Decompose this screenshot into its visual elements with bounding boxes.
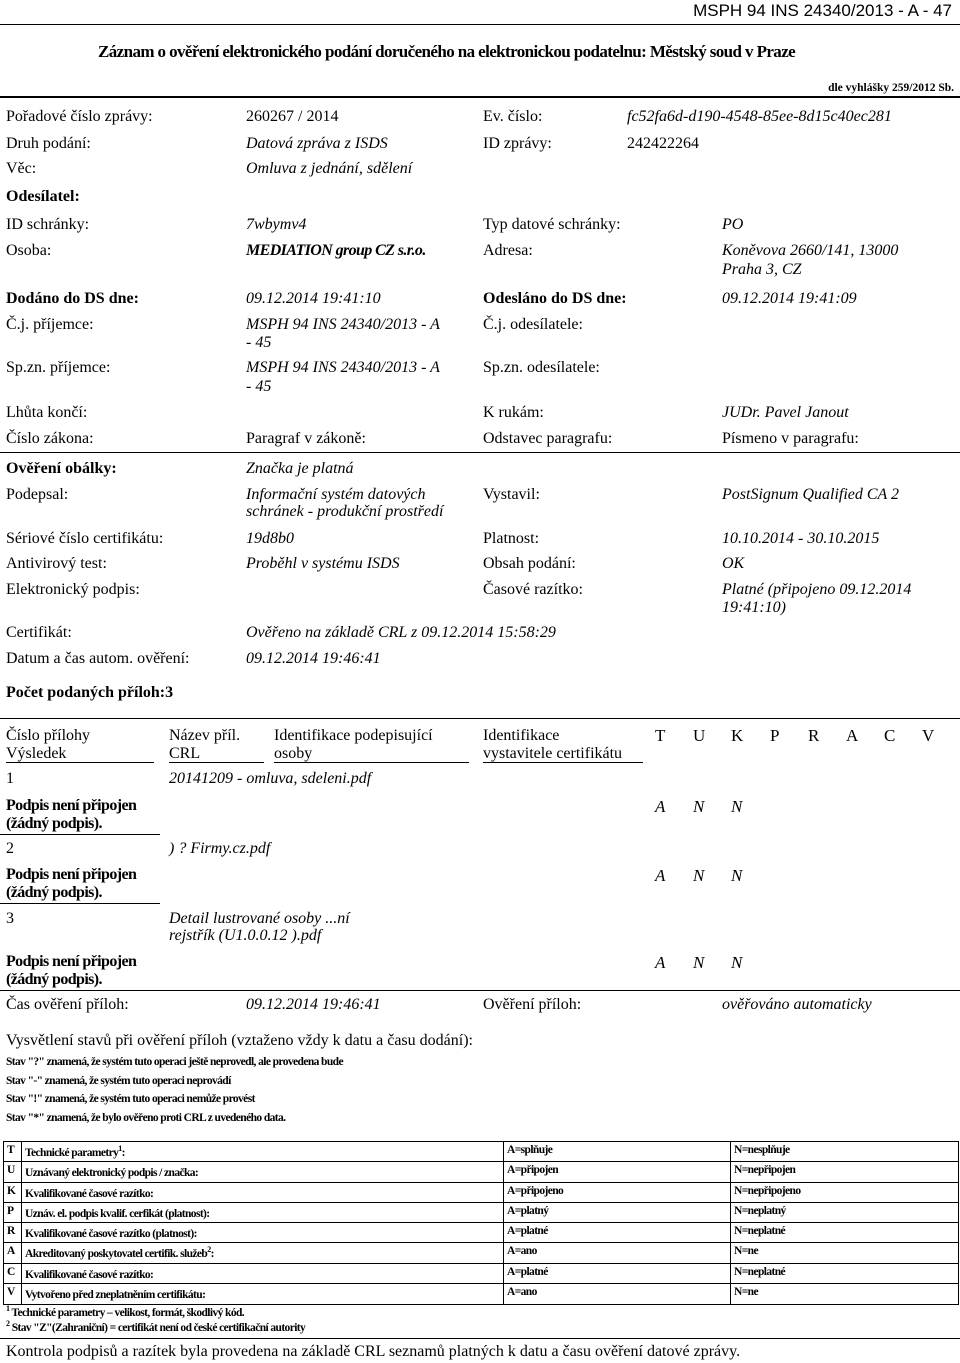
obsah-value: OK [722, 555, 745, 572]
attachment-3-flag-u: N [693, 953, 705, 972]
legend-description [25, 1144, 125, 1159]
legend-description [25, 1286, 205, 1301]
page-title: Záznam o ověření elektronického podání doručeného na elektronickou podatelnu: Městský soud v Praze [98, 42, 796, 61]
legend-description-text: Uznáv. el. podpis kvalif. cerfikát (platnost): [25, 1207, 210, 1220]
flag-header-p: P [770, 726, 780, 745]
spzn-prijemce-line1: MSPH 94 INS 24340/2013 - A [246, 359, 440, 376]
adresa-line1: Koněvova 2660/141, 13000 [722, 242, 899, 259]
col-nazev-header: Název příl. [169, 727, 241, 744]
legend-description-text: Technické parametry [25, 1146, 119, 1159]
cj-odesilatele-label: Č.j. odesílatele: [483, 316, 583, 333]
legend-description [25, 1185, 153, 1200]
attachment-1-name: 20141209 - omluva, sdeleni.pdf [169, 770, 372, 787]
attachment-1-flag-k: N [731, 797, 743, 816]
druh-value: Datová zpráva z ISDS [246, 135, 388, 152]
legend-col-divider-2 [503, 1142, 504, 1304]
decree-note: dle vyhlášky 259/2012 Sb. [828, 82, 954, 94]
overeni-priloh-value: ověřováno automaticky [722, 996, 872, 1013]
adresa-line2: Praha 3, CZ [722, 261, 802, 278]
header-underline-1 [6, 762, 154, 763]
legend-row-divider [3, 1283, 959, 1284]
legend-no: N=nepřipojen [734, 1164, 796, 1177]
legend-footnote-marker: 1 [118, 1144, 122, 1153]
legend-code: U [7, 1164, 15, 1177]
legend-description-text: Kvalifikované časové razítko (platnost): [25, 1227, 197, 1240]
header-underline-4 [483, 762, 643, 763]
title-divider [0, 96, 960, 98]
cas-overeni-label: Čas ověření příloh: [6, 996, 129, 1013]
explain-line-4: Stav "*" znamená, že bylo ověřeno proti CRL z uvedeného data. [6, 1112, 286, 1124]
legend-no: N=nepřipojeno [734, 1184, 801, 1197]
vec-label: Věc: [6, 160, 37, 177]
obalky-value: Značka je platná [246, 460, 354, 477]
overeni-priloh-label: Ověření příloh: [483, 996, 582, 1013]
header-divider [0, 24, 960, 25]
attachment-3-name-line2: rejstřík (U1.0.0.12 ).pdf [169, 927, 322, 944]
legend-description-text: Vytvořeno před zneplatněním certifikátu: [25, 1288, 206, 1301]
vystavil-label: Vystavil: [483, 486, 540, 503]
flag-header-c: C [884, 726, 896, 745]
datum-label: Datum a čas autom. ověření: [6, 650, 190, 667]
razitko-line1: Platné (připojeno 09.12.2014 [722, 581, 912, 598]
legend-row-divider [3, 1242, 959, 1243]
legend-description [25, 1266, 153, 1281]
legend-no: N=neplatné [734, 1265, 786, 1278]
legend-code: K [7, 1184, 16, 1197]
footnote-1-text: Technické parametry – velikost, formát, škodlivý kód. [11, 1306, 245, 1319]
spzn-prijemce-label: Sp.zn. příjemce: [6, 359, 111, 376]
attachment-3-number: 3 [6, 910, 14, 927]
legend-code: R [7, 1225, 15, 1237]
pismeno-label: Písmeno v paragrafu: [722, 430, 859, 447]
footer-note: Kontrola podpisů a razítek byla provedena na základě CRL seznamů platných k datu a času ověření datové zprávy. [6, 1343, 741, 1360]
legend-yes: A=připojen [507, 1164, 559, 1177]
typ-label: Typ datové schránky: [483, 216, 621, 233]
attachment-2-name: ) ? Firmy.cz.pdf [169, 840, 271, 857]
attachment-1-flag-t: A [655, 797, 666, 816]
poradove-value: 260267 / 2014 [246, 108, 339, 125]
cj-prijemce-line2: - 45 [246, 334, 272, 351]
legend-description [25, 1205, 210, 1220]
cj-prijemce-line1: MSPH 94 INS 24340/2013 - A [246, 316, 440, 333]
legend-no: N=ne [734, 1245, 758, 1258]
legend-description [25, 1225, 197, 1240]
flag-header-k: K [731, 726, 744, 745]
legend-description-text: Kvalifikované časové razítko: [25, 1187, 154, 1200]
flag-header-a: A [846, 726, 859, 745]
spzn-prijemce-line2: - 45 [246, 378, 272, 395]
attachment-1-flag-u: N [693, 797, 705, 816]
attachment-1-result-line1: Podpis není připojen [6, 797, 137, 814]
attachment-2-result-line2: (žádný podpis). [6, 884, 102, 901]
header-underline-2 [169, 762, 264, 763]
attachment-2-separator [0, 903, 160, 904]
antivir-label: Antivirový test: [6, 555, 107, 572]
osoba-value: MEDIATION group CZ s.r.o. [246, 242, 426, 259]
col-crl-header: CRL [169, 745, 201, 762]
legend-yes: A=platné [507, 1225, 548, 1237]
explain-title: Vysvětlení stavů při ověření příloh (vztaženo vždy k datu a času dodání): [6, 1032, 473, 1049]
legend-row-divider [3, 1222, 959, 1223]
attachment-3-flag-t: A [655, 953, 666, 972]
legend-code: P [7, 1204, 14, 1217]
attachment-3-flag-k: N [731, 953, 743, 972]
legend-code: C [7, 1265, 15, 1278]
podpis-label: Elektronický podpis: [6, 581, 140, 598]
razitko-label: Časové razítko: [483, 581, 583, 598]
adresa-label: Adresa: [483, 242, 533, 259]
spzn-odesilatele-label: Sp.zn. odesílatele: [483, 359, 600, 376]
legend-no: N=neplatné [734, 1225, 786, 1237]
legend-description-tail: : [210, 1248, 214, 1261]
legend-row-divider [3, 1182, 959, 1183]
attachment-1-separator [0, 834, 160, 835]
attachment-3-name-line1: Detail lustrované osoby ...ní [169, 910, 350, 927]
legend-code: V [7, 1285, 15, 1298]
paragraf-label: Paragraf v zákoně: [246, 430, 366, 447]
dodano-label: Dodáno do DS dne: [6, 290, 139, 307]
col-ident-vyst-header2: vystavitele certifikátu [483, 745, 623, 762]
ev-label: Ev. číslo: [483, 108, 543, 125]
legend-yes: A=připojeno [507, 1184, 564, 1197]
attachment-2-flag-u: N [693, 866, 705, 885]
attachment-2-flag-t: A [655, 866, 666, 885]
attachment-1-result-line2: (žádný podpis). [6, 815, 102, 832]
explain-line-1: Stav "?" znamená, že systém tuto operaci ještě neprovedl, ale provedena bude [6, 1056, 343, 1068]
seriove-label: Sériové číslo certifikátu: [6, 530, 164, 547]
legend-row-divider [3, 1161, 959, 1162]
druh-label: Druh podání: [6, 135, 91, 152]
odstavec-label: Odstavec paragrafu: [483, 430, 613, 447]
legend-yes: A=platné [507, 1265, 548, 1278]
legend-no: N=ne [734, 1285, 758, 1298]
legend-description-text: Uznávaný elektronický podpis / značka: [25, 1167, 199, 1180]
lhuta-label: Lhůta končí: [6, 404, 88, 421]
krukam-label: K rukám: [483, 404, 544, 421]
legend-yes: A=ano [507, 1285, 537, 1298]
legend-description [25, 1164, 198, 1179]
flag-header-v: V [922, 726, 935, 745]
explain-line-2: Stav "-" znamená, že systém tuto operaci neprovádí [6, 1075, 231, 1087]
vystavil-value: PostSignum Qualified CA 2 [722, 486, 900, 503]
pocet-priloh: Počet podaných příloh:3 [6, 684, 174, 701]
attachment-2-number: 2 [6, 840, 14, 857]
attachment-2-result-line1: Podpis není připojen [6, 866, 137, 883]
attachment-3-result-line2: (žádný podpis). [6, 971, 102, 988]
platnost-label: Platnost: [483, 530, 540, 547]
podepsal-label: Podepsal: [6, 486, 69, 503]
poradove-label: Pořadové číslo zprávy: [6, 108, 153, 125]
section-divider [0, 452, 960, 453]
idzpravy-label: ID zprávy: [483, 135, 552, 152]
cj-prijemce-label: Č.j. příjemce: [6, 316, 94, 333]
footnote-2-marker: 2 [6, 1319, 10, 1328]
footnote-1-marker: 1 [6, 1304, 10, 1313]
flag-header-t: T [655, 726, 666, 745]
legend-col-divider-1 [21, 1142, 22, 1304]
flag-header-r: R [808, 726, 820, 745]
header-underline-3 [274, 762, 469, 763]
krukam-value: JUDr. Pavel Janout [722, 404, 849, 421]
odesilatel-heading: Odesílatel: [6, 188, 80, 205]
podepsal-line1: Informační systém datových [246, 486, 426, 503]
legend-col-divider-3 [730, 1142, 731, 1304]
legend-description-text: Akreditovaný poskytovatel certifik. služeb [25, 1248, 208, 1261]
legend-description-tail: : [121, 1146, 125, 1159]
footnote-2-text: Stav "Z"(Zahraniční) = certifikát není od české certifikační autority [11, 1321, 306, 1334]
footer-divider [0, 1338, 960, 1339]
seriove-value: 19d8b0 [246, 530, 294, 547]
col-vysledek-header: Výsledek [6, 745, 67, 762]
osoba-label: Osoba: [6, 242, 52, 259]
certifikat-label: Certifikát: [6, 624, 72, 641]
legend-code: A [7, 1245, 15, 1258]
legend-code: T [7, 1144, 15, 1156]
obsah-label: Obsah podání: [483, 555, 576, 572]
attachment-3-result-line1: Podpis není připojen [6, 953, 137, 970]
col-ident-pod-header1: Identifikace podepisující [274, 727, 433, 744]
cislo-zakona-label: Číslo zákona: [6, 430, 94, 447]
legend-no: N=neplatný [734, 1204, 786, 1217]
cas-overeni-value: 09.12.2014 19:46:41 [246, 996, 381, 1013]
vec-value: Omluva z jednání, sdělení [246, 160, 413, 177]
certifikat-value: Ověřeno na základě CRL z 09.12.2014 15:58:29 [246, 624, 556, 641]
ev-value: fc52fa6d-d190-4548-85ee-8d15c40ec281 [627, 108, 892, 125]
col-cislo-header: Číslo přílohy [6, 727, 91, 744]
attachments-top-border [0, 718, 960, 719]
legend-yes: A=platný [507, 1204, 549, 1217]
explain-line-3: Stav "!" znamená, že systém tuto operaci nemůže provést [6, 1093, 255, 1105]
footnote-1 [6, 1304, 244, 1319]
legend-description [25, 1245, 214, 1260]
legend-description-text: Kvalifikované časové razítko: [25, 1268, 154, 1281]
attachments-bottom-border [0, 990, 960, 991]
idschranky-value: 7wbymv4 [246, 216, 307, 233]
flag-header-u: U [693, 726, 706, 745]
idzpravy-value: 242422264 [627, 135, 699, 152]
legend-row-divider [3, 1202, 959, 1203]
legend-yes: A=ano [507, 1245, 537, 1258]
razitko-line2: 19:41:10) [722, 599, 786, 616]
col-ident-vyst-header1: Identifikace [483, 727, 560, 744]
footnote-2 [6, 1319, 305, 1334]
attachment-1-number: 1 [6, 770, 14, 787]
document-reference: MSPH 94 INS 24340/2013 - A - 47 [693, 1, 952, 20]
attachment-2-flag-k: N [731, 866, 743, 885]
podepsal-line2: schránek - produkční prostředí [246, 503, 444, 520]
legend-yes: A=splňuje [507, 1144, 553, 1156]
datum-value: 09.12.2014 19:46:41 [246, 650, 381, 667]
legend-footnote-marker: 2 [207, 1245, 211, 1255]
platnost-value: 10.10.2014 - 30.10.2015 [722, 530, 880, 547]
idschranky-label: ID schránky: [6, 216, 90, 233]
antivir-value: Proběhl v systému ISDS [246, 555, 400, 572]
typ-value: PO [722, 216, 744, 233]
col-ident-pod-header2: osoby [274, 745, 313, 762]
odeslano-label: Odesláno do DS dne: [483, 290, 627, 307]
dodano-value: 09.12.2014 19:41:10 [246, 290, 381, 307]
legend-no: N=nesplňuje [734, 1144, 790, 1156]
legend-row-divider [3, 1263, 959, 1264]
obalky-label: Ověření obálky: [6, 460, 117, 477]
odeslano-value: 09.12.2014 19:41:09 [722, 290, 857, 307]
